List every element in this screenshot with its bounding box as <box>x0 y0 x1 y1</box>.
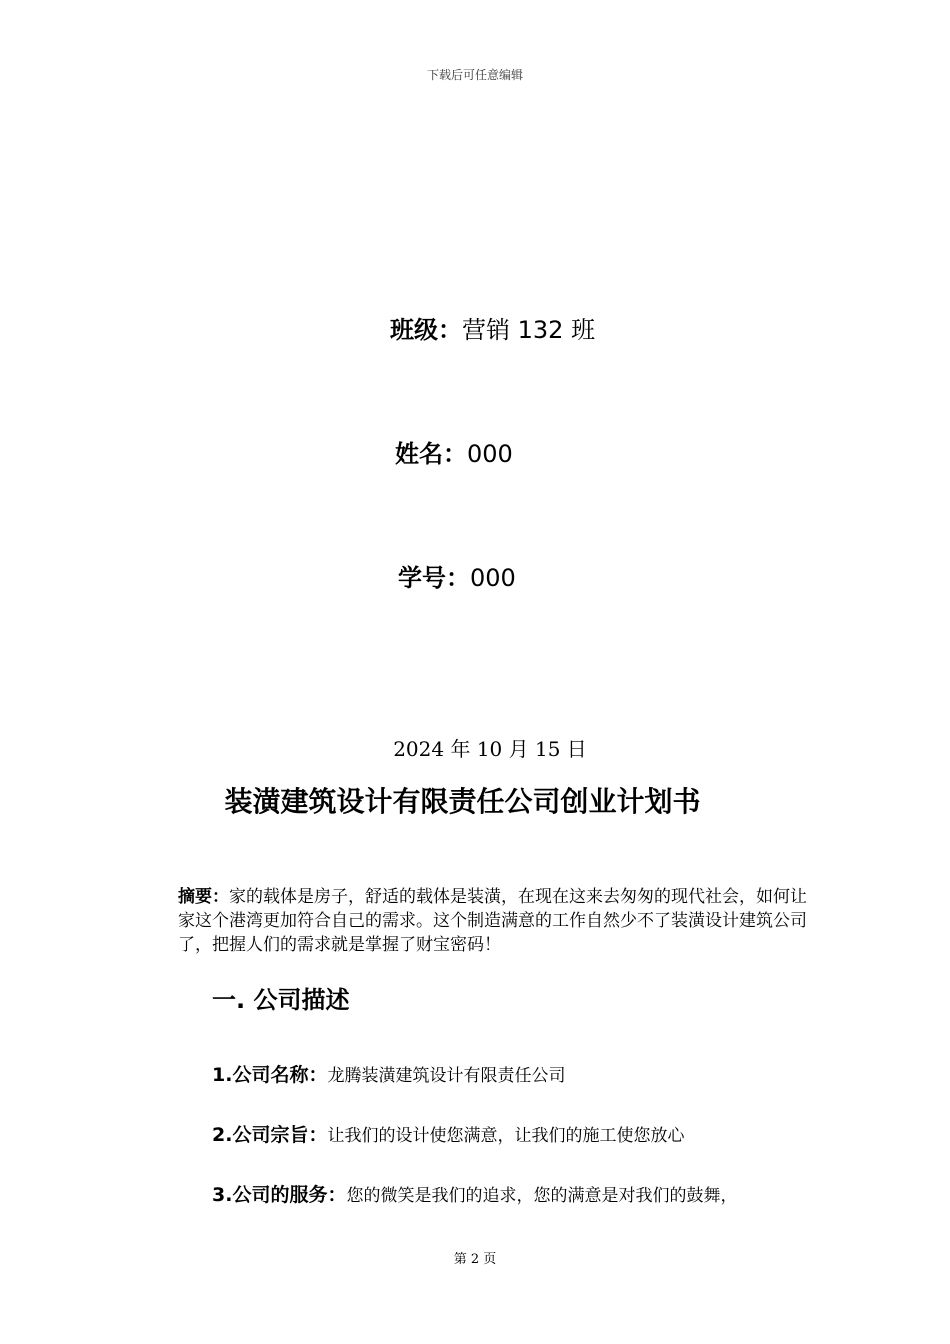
student-id-value: 000 <box>470 564 516 592</box>
list-item <box>212 1060 565 1087</box>
name-field <box>395 434 513 469</box>
page-number: 第 2 页 <box>453 1252 497 1267</box>
student-id-field <box>398 558 516 593</box>
list-item <box>212 1180 737 1207</box>
class-value: 营销 132 班 <box>462 316 596 344</box>
company-purpose-label: 2.公司宗旨： <box>212 1124 328 1146</box>
list-item <box>212 1120 684 1147</box>
company-service-text: 您的微笑是我们的追求，您的满意是对我们的鼓舞， <box>346 1186 738 1206</box>
name-label: 姓名： <box>395 440 467 468</box>
abstract-label: 摘要： <box>178 887 229 907</box>
student-id-label: 学号： <box>398 564 470 592</box>
company-service-label: 3.公司的服务： <box>212 1184 347 1206</box>
document-title: 装潢建筑设计有限责任公司创业计划书 <box>224 785 701 818</box>
name-value: 000 <box>467 440 513 468</box>
cover-date: 2024 年 10 月 15 日 <box>393 737 587 761</box>
company-name-label: 1.公司名称： <box>212 1064 328 1086</box>
page-header: 下载后可任意编辑 <box>426 68 523 82</box>
class-label: 班级： <box>390 316 462 344</box>
abstract-paragraph <box>178 885 808 957</box>
company-purpose-text: 让我们的设计使您满意，让我们的施工使您放心 <box>327 1126 685 1146</box>
company-name-text: 龙腾装潢建筑设计有限责任公司 <box>327 1066 566 1086</box>
abstract-text: 家的载体是房子，舒适的载体是装潢，在现在这来去匆匆的现代社会，如何让家这个港湾更加符合自己的需求。这个制造满意的工作自然少不了装潢设计建筑公司了，把握人们的需求就是掌握了财宝密码！ <box>178 887 807 955</box>
class-field <box>390 310 595 345</box>
section-heading: 一. 公司描述 <box>212 986 350 1014</box>
